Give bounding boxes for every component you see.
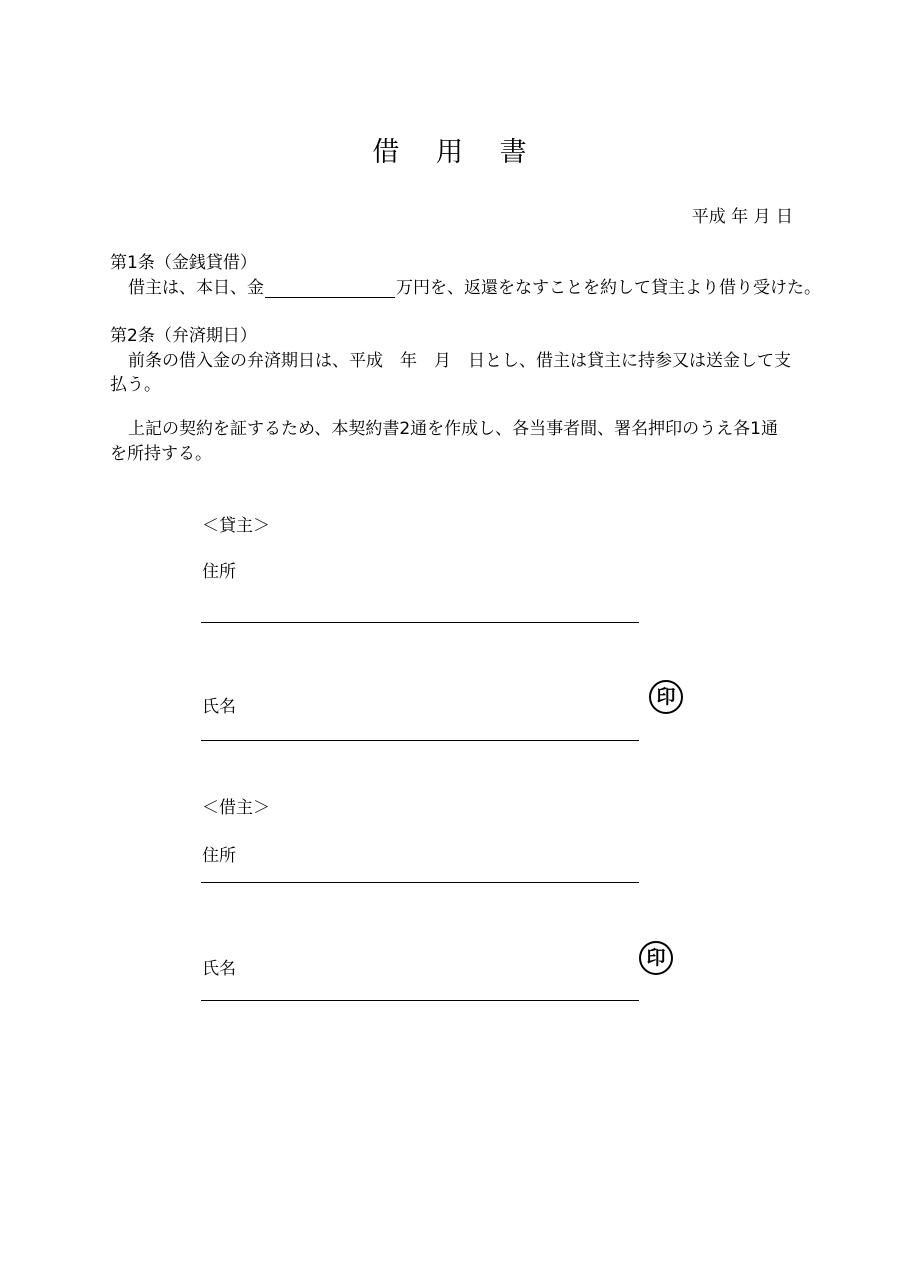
article1-text-before: 借主は、本日、金 bbox=[128, 278, 264, 298]
closing-line2: を所持する。 bbox=[110, 444, 212, 464]
article1-text bbox=[128, 273, 821, 298]
document-date: 平成 年 月 日 bbox=[691, 207, 793, 227]
article2-heading: 第2条（弁済期日） bbox=[110, 326, 257, 346]
closing-line1: 上記の契約を証するため、本契約書2通を作成し、各当事者間、署名押印のうえ各1通 bbox=[128, 419, 778, 439]
borrower-heading: ＜借主＞ bbox=[202, 798, 270, 818]
lender-address-label: 住所 bbox=[202, 562, 236, 582]
borrower-name-label: 氏名 bbox=[202, 959, 236, 979]
lender-name-label: 氏名 bbox=[202, 697, 236, 717]
borrower-address-label: 住所 bbox=[202, 846, 236, 866]
article1-heading: 第1条（金銭貸借） bbox=[110, 253, 257, 273]
lender-name-line[interactable] bbox=[201, 740, 639, 741]
article2-line2: 払う。 bbox=[110, 375, 161, 395]
lender-address-line[interactable] bbox=[201, 622, 639, 623]
amount-blank[interactable] bbox=[265, 279, 395, 298]
article1-text-after: 万円を、返還をなすことを約して貸主より借り受けた。 bbox=[396, 278, 821, 298]
borrower-address-line[interactable] bbox=[201, 882, 639, 883]
borrower-seal-icon: 印 bbox=[639, 941, 673, 975]
lender-seal-icon: 印 bbox=[649, 680, 683, 714]
borrower-name-line[interactable] bbox=[201, 1000, 639, 1001]
lender-heading: ＜貸主＞ bbox=[202, 516, 270, 536]
document-title: 借 用 書 bbox=[372, 137, 541, 168]
article2-line1: 前条の借入金の弁済期日は、平成 年 月 日とし、借主は貸主に持参又は送金して支 bbox=[128, 351, 791, 371]
